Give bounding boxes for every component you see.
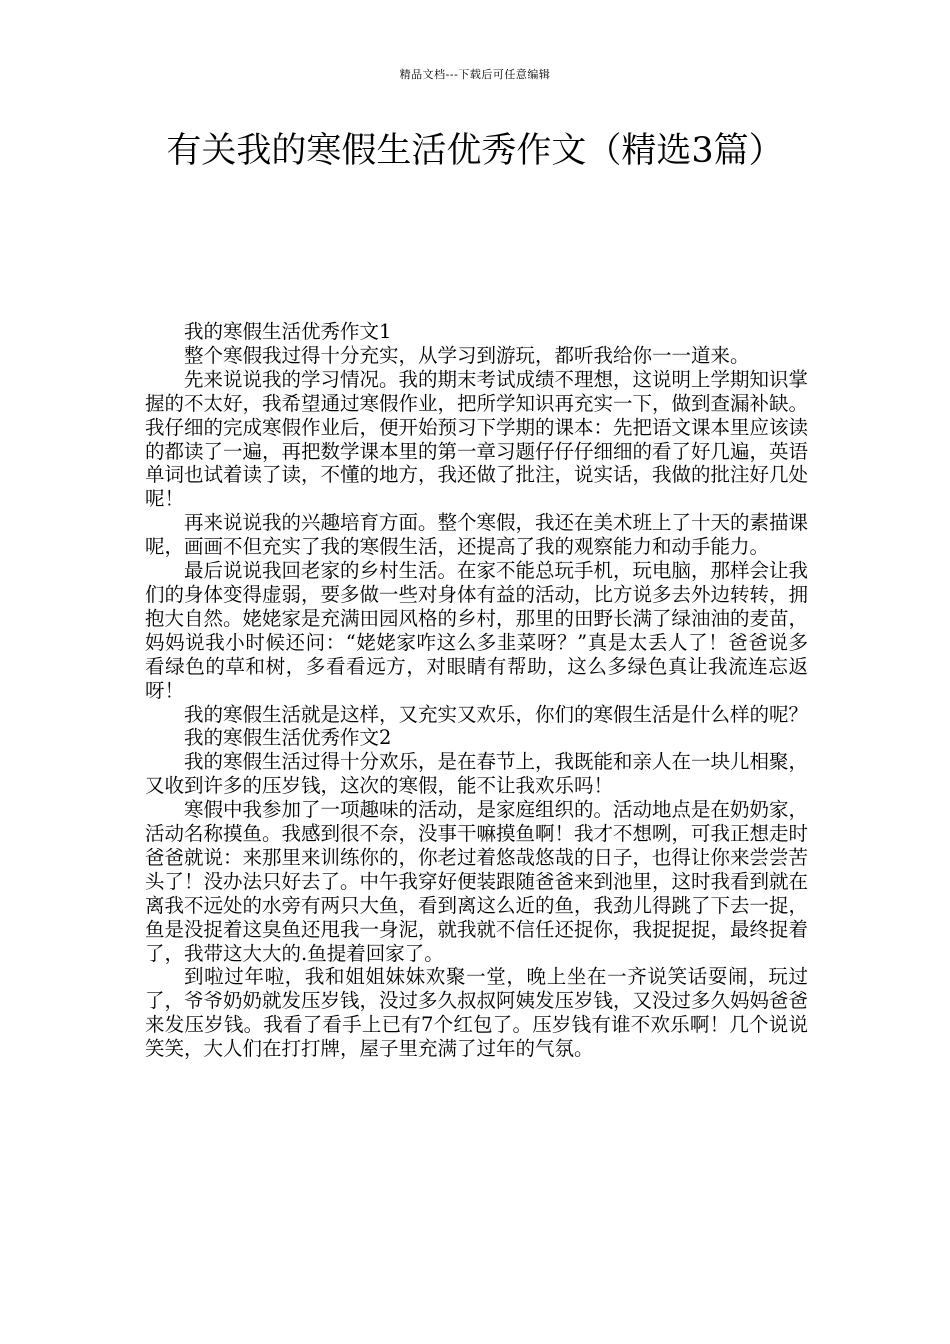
paragraph: 再来说说我的兴趣培育方面。整个寒假，我还在美术班上了十天的素描课呢，画画不但充实了我的寒假生活，还提高了我的观察能力和动手能力。 [145, 511, 809, 559]
document-body [145, 320, 808, 1061]
section-heading-2: 我的寒假生活优秀作文2 [184, 726, 392, 750]
document-title: 有关我的寒假生活优秀作文（精选3篇） [166, 131, 784, 171]
header-note: 精品文档---下载后可任意编辑 [399, 68, 551, 81]
section-heading-1: 我的寒假生活优秀作文1 [184, 320, 392, 343]
paragraph: 最后说说我回老家的乡村生活。在家不能总玩手机，玩电脑，那样会让我们的身体变得虚弱，要多做一些对身体有益的活动，比方说多去外边转转，拥抱大自然。姥姥家是充满田园风格的乡村，那里的田野长满了绿油油的麦苗，妈妈说我小时候还问：“姥姥家咋这么多韭菜呀？”真是太丢人了！爸爸说多看绿色的草和树，多看看远方，对眼睛有帮助，这么多绿色真让我流连忘返呀！ [145, 559, 809, 702]
paragraph: 先来说说我的学习情况。我的期末考试成绩不理想，这说明上学期知识掌握的不太好，我希望通过寒假作业，把所学知识再充实一下，做到查漏补缺。我仔细的完成寒假作业后，便开始预习下学期的课本：先把语文课本里应该读的都读了一遍，再把数学课本里的第一章习题仔仔仔细细的看了好几遍，英语单词也试着读了读，不懂的地方，我还做了批注，说实话，我做的批注好几处呢！ [145, 367, 809, 511]
paragraph: 整个寒假我过得十分充实，从学习到游玩，都听我给你一一道来。 [184, 343, 750, 367]
paragraph: 我的寒假生活过得十分欢乐，是在春节上，我既能和亲人在一块儿相聚，又收到许多的压岁钱，这次的寒假，能不让我欢乐吗！ [145, 750, 809, 798]
paragraph: 寒假中我参加了一项趣味的活动，是家庭组织的。活动地点是在奶奶家，活动名称摸鱼。我感到很不奈，没事干嘛摸鱼啊！我才不想咧，可我正想走时爸爸就说：来那里来训练你的，你老过着悠哉悠哉的日子，也得让你来尝尝苦头了！没办法只好去了。中午我穿好便装跟随爸爸来到池里，这时我看到就在离我不远处的水旁有两只大鱼，看到离这么近的鱼，我劲儿得跳了下去一捉，鱼是没捉着这臭鱼还甩我一身泥，就我就不信任还捉你，我捉捉捉，最终捉着了，我带这大大的.鱼提着回家了。 [145, 798, 809, 965]
paragraph: 到啦过年啦，我和姐姐妹妹欢聚一堂，晚上坐在一齐说笑话耍闹，玩过了，爷爷奶奶就发压岁钱，没过多久叔叔阿姨发压岁钱，又没过多久妈妈爸爸来发压岁钱。我看了看手上已有7个红包了。压岁钱有谁不欢乐啊！几个说说笑笑，大人们在打打牌，屋子里充满了过年的气氛。 [145, 965, 809, 1061]
paragraph: 我的寒假生活就是这样，又充实又欢乐，你们的寒假生活是什么样的呢？ [184, 702, 809, 726]
